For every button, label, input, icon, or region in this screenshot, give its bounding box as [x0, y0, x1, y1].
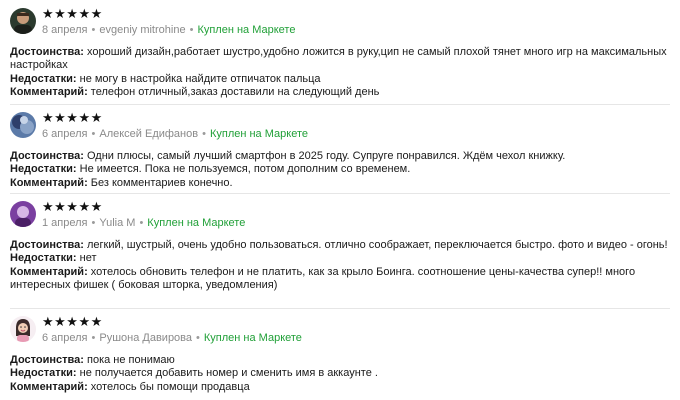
rating-stars: ★★★★★: [42, 314, 103, 329]
pros-text: пока не понимаю: [83, 354, 175, 366]
cons-text: не получается добавить номер и сменить имя в аккаунте .: [76, 367, 378, 380]
review-date: 8 апреля: [42, 24, 88, 36]
rating-stars: ★★★★★: [42, 199, 103, 214]
pros-line: [10, 239, 670, 252]
review-meta: [42, 128, 308, 141]
author-name[interactable]: Алексей Едифанов: [99, 128, 199, 140]
comment-label: Комментарий:: [10, 176, 88, 189]
comment-label: Комментарий:: [10, 380, 88, 393]
meta-separator: •: [91, 217, 96, 229]
comment-text: хотелось обновить телефон и не платить, как за крыло Боинга. соотношение цены-качества супер!! много интересных фишек ( боковая шторка, уведомления): [10, 265, 636, 292]
review-card: [10, 8, 670, 100]
pros-line: [10, 46, 670, 73]
meta-separator: •: [139, 217, 144, 229]
review-date: 1 апреля: [42, 217, 88, 229]
avatar[interactable]: [10, 316, 36, 342]
avatar[interactable]: [10, 112, 36, 138]
cons-line: [10, 252, 670, 265]
purchase-badge: Куплен на Маркете: [197, 24, 296, 36]
author-name[interactable]: evgeniy mitrohine: [99, 24, 186, 36]
divider: [10, 193, 670, 194]
review-date: 6 апреля: [42, 128, 88, 140]
cons-text: Не имеется. Пока не пользуемся, потом дополним со временем.: [76, 163, 411, 176]
review-meta: [42, 217, 245, 230]
meta-separator: •: [202, 128, 206, 140]
purchase-badge: Куплен на Маркете: [209, 128, 308, 140]
purchase-badge: Куплен на Маркете: [147, 217, 246, 229]
cons-line: [10, 73, 670, 86]
review-card: [10, 201, 670, 293]
meta-separator: •: [189, 24, 194, 36]
pros-line: [10, 354, 670, 367]
comment-text: телефон отличный,заказ доставили на следующий день: [87, 86, 380, 99]
comment-line: [10, 177, 670, 190]
cons-label: Недостатки:: [10, 163, 77, 176]
comment-text: Без комментариев конечно.: [87, 176, 233, 189]
avatar[interactable]: [10, 201, 36, 227]
pros-label: Достоинства:: [10, 150, 84, 162]
review-meta: [42, 332, 302, 345]
review-card: [10, 112, 670, 190]
review-date: 6 апреля: [42, 332, 88, 344]
divider: [10, 104, 670, 105]
meta-separator: •: [91, 128, 96, 140]
avatar[interactable]: [10, 8, 36, 34]
cons-line: [10, 163, 670, 176]
meta-separator: •: [196, 332, 200, 344]
meta-separator: •: [91, 332, 96, 344]
meta-separator: •: [91, 24, 96, 36]
pros-label: Достоинства:: [10, 354, 84, 366]
pros-text: легкий, шустрый, очень удобно пользоваться. отлично соображает, переключается быстро. фото и видео - огонь!: [83, 239, 668, 251]
review-body: [10, 46, 670, 100]
comment-text: хотелось бы помощи продавца: [87, 380, 250, 393]
divider: [10, 308, 670, 309]
comment-label: Комментарий:: [10, 265, 88, 278]
review-body: [10, 354, 670, 394]
rating-stars: ★★★★★: [42, 110, 103, 125]
cons-text: не могу в настройка найдите отпичаток пальца: [76, 72, 321, 85]
author-name[interactable]: Рушона Давирова: [99, 332, 193, 344]
review-card: [10, 316, 670, 394]
review-meta: [42, 24, 295, 37]
comment-line: [10, 381, 670, 394]
comment-line: [10, 266, 670, 293]
pros-label: Достоинства:: [10, 239, 84, 251]
pros-line: [10, 150, 670, 163]
cons-label: Недостатки:: [10, 367, 77, 380]
pros-label: Достоинства:: [10, 46, 84, 58]
cons-label: Недостатки:: [10, 72, 77, 85]
pros-text: Одни плюсы, самый лучший смартфон в 2025 году. Супруге понравился. Ждём чехол книжку.: [83, 150, 566, 162]
cons-line: [10, 367, 670, 380]
author-name[interactable]: Yulia M: [99, 217, 136, 229]
rating-stars: ★★★★★: [42, 6, 103, 21]
cons-text: нет: [76, 252, 97, 265]
review-body: [10, 239, 670, 293]
cons-label: Недостатки:: [10, 252, 77, 265]
pros-text: хороший дизайн,работает шустро,удобно ложится в руку,цип не самый плохой тянет много игр на максимальных настройках: [10, 46, 667, 72]
review-body: [10, 150, 670, 190]
purchase-badge: Куплен на Маркете: [203, 332, 302, 344]
comment-label: Комментарий:: [10, 86, 88, 99]
comment-line: [10, 86, 670, 99]
